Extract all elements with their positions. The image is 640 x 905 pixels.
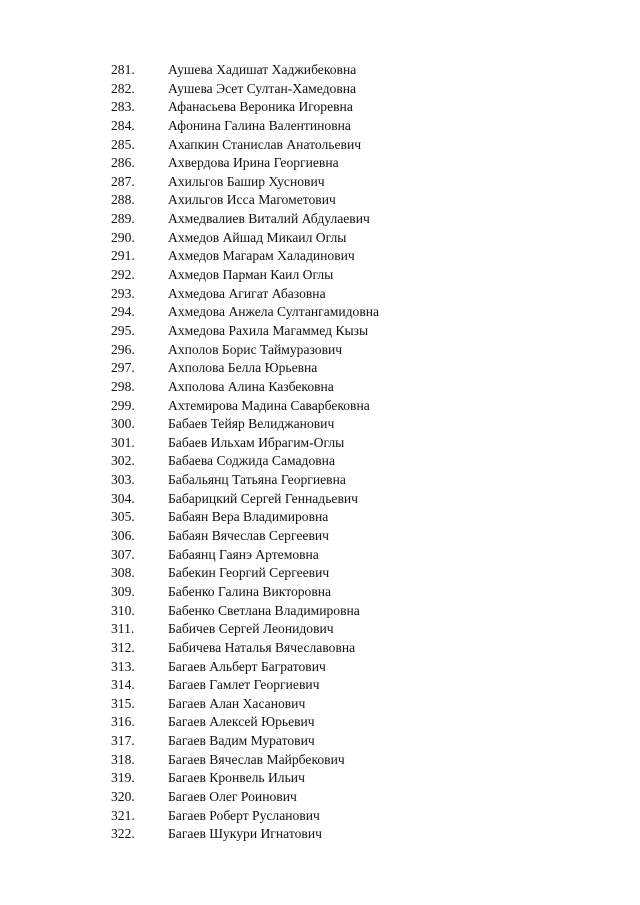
item-number: 300. (111, 416, 135, 432)
name-list (0, 61, 640, 844)
person-name: Багаев Вадим Муратович (168, 733, 315, 749)
item-number: 281. (111, 62, 135, 77)
item-number: 284. (111, 117, 135, 133)
person-name: Бабаев Тейяр Велиджанович (168, 416, 335, 432)
person-name: Бабекин Георгий Сергеевич (168, 565, 330, 581)
person-name: Аушева Хадишат Хаджибековна (168, 62, 357, 77)
list-item (0, 415, 640, 434)
person-name: Ахмедвалиев Виталий Абдулаевич (168, 211, 370, 227)
person-name: Бабаян Вячеслав Сергеевич (168, 528, 329, 544)
item-number: 308. (111, 565, 135, 581)
list-item (0, 452, 640, 471)
person-name: Ахмедов Магарам Халадинович (168, 248, 355, 264)
list-item (0, 117, 640, 136)
item-number: 317. (111, 733, 135, 749)
person-name: Ахмедова Анжела Султангамидовна (168, 304, 380, 320)
person-name: Багаев Кронвель Ильич (168, 770, 305, 786)
person-name: Ахмедова Рахила Магаммед Кызы (168, 322, 369, 338)
list-item (0, 807, 640, 826)
list-item (0, 173, 640, 192)
person-name: Багаев Олег Роинович (168, 788, 297, 804)
person-name: Багаев Альберт Багратович (168, 658, 326, 674)
item-number: 288. (111, 192, 135, 208)
list-item (0, 322, 640, 341)
person-name: Ахвердова Ирина Георгиевна (168, 155, 339, 171)
person-name: Афонина Галина Валентиновна (168, 117, 351, 133)
list-item (0, 713, 640, 732)
person-name: Ахильгов Башир Хуснович (168, 173, 325, 189)
list-item (0, 546, 640, 565)
person-name: Бабаян Вера Владимировна (168, 509, 329, 525)
person-name: Бабальянц Татьяна Георгиевна (168, 472, 346, 488)
list-item (0, 639, 640, 658)
item-number: 314. (111, 677, 135, 693)
item-number: 301. (111, 434, 135, 450)
list-item (0, 508, 640, 527)
item-number: 293. (111, 285, 135, 301)
item-number: 304. (111, 490, 135, 506)
item-number: 287. (111, 173, 135, 189)
list-item (0, 229, 640, 248)
item-number: 294. (111, 304, 135, 320)
list-item (0, 61, 640, 80)
person-name: Ахильгов Исса Магометович (168, 192, 336, 208)
item-number: 299. (111, 397, 135, 413)
list-item (0, 490, 640, 509)
list-item (0, 695, 640, 714)
item-number: 289. (111, 211, 135, 227)
list-item (0, 732, 640, 751)
list-item (0, 434, 640, 453)
item-number: 283. (111, 99, 135, 115)
item-number: 296. (111, 341, 135, 357)
item-number: 305. (111, 509, 135, 525)
item-number: 297. (111, 360, 135, 376)
list-item (0, 527, 640, 546)
person-name: Ахмедов Парман Каил Оглы (168, 267, 334, 283)
item-number: 322. (111, 826, 135, 842)
person-name: Ахполова Алина Казбековна (168, 378, 334, 394)
person-name: Ахполов Борис Таймуразович (168, 341, 343, 357)
person-name: Аушева Эсет Султан-Хамедовна (168, 80, 357, 96)
item-number: 307. (111, 546, 135, 562)
list-item (0, 210, 640, 229)
person-name: Ахапкин Станислав Анатольевич (168, 136, 362, 152)
list-item (0, 825, 640, 844)
list-item (0, 397, 640, 416)
person-name: Ахполова Белла Юрьевна (168, 360, 318, 376)
person-name: Бабенко Светлана Владимировна (168, 602, 360, 618)
person-name: Ахтемирова Мадина Саварбековна (168, 397, 370, 413)
person-name: Бабенко Галина Викторовна (168, 583, 332, 599)
item-number: 316. (111, 714, 135, 730)
list-item (0, 788, 640, 807)
person-name: Багаев Алексей Юрьевич (168, 714, 315, 730)
person-name: Бабаянц Гаянэ Артемовна (168, 546, 319, 562)
person-name: Ахмедов Айшад Микаил Оглы (168, 229, 347, 245)
person-name: Бабаев Ильхам Ибрагим-Оглы (168, 434, 345, 450)
item-number: 311. (111, 621, 135, 637)
item-number: 319. (111, 770, 135, 786)
list-item (0, 266, 640, 285)
item-number: 303. (111, 472, 135, 488)
person-name: Багаев Шукури Игнатович (168, 826, 322, 842)
item-number: 318. (111, 751, 135, 767)
item-number: 282. (111, 80, 135, 96)
person-name: Бабичева Наталья Вячеславовна (168, 639, 356, 655)
item-number: 310. (111, 602, 135, 618)
list-item (0, 751, 640, 770)
list-item (0, 154, 640, 173)
list-item (0, 471, 640, 490)
item-number: 309. (111, 583, 135, 599)
person-name: Бабарицкий Сергей Геннадьевич (168, 490, 358, 506)
list-item (0, 769, 640, 788)
list-item (0, 620, 640, 639)
item-number: 320. (111, 788, 135, 804)
item-number: 292. (111, 267, 135, 283)
list-item (0, 285, 640, 304)
list-item (0, 676, 640, 695)
item-number: 313. (111, 658, 135, 674)
person-name: Бабичев Сергей Леонидович (168, 621, 334, 637)
list-item (0, 378, 640, 397)
list-item (0, 136, 640, 155)
item-number: 291. (111, 248, 135, 264)
list-item (0, 80, 640, 99)
list-item (0, 191, 640, 210)
person-name: Багаев Гамлет Георгиевич (168, 677, 320, 693)
person-name: Багаев Роберт Русланович (168, 807, 320, 823)
item-number: 306. (111, 528, 135, 544)
item-number: 290. (111, 229, 135, 245)
list-item (0, 564, 640, 583)
item-number: 315. (111, 695, 135, 711)
person-name: Ахмедова Агигат Абазовна (168, 285, 326, 301)
list-item (0, 602, 640, 621)
list-item (0, 658, 640, 677)
person-name: Багаев Алан Хасанович (168, 695, 306, 711)
list-item (0, 583, 640, 602)
item-number: 286. (111, 155, 135, 171)
list-item (0, 359, 640, 378)
person-name: Афанасьева Вероника Игоревна (168, 99, 353, 115)
item-number: 285. (111, 136, 135, 152)
person-name: Бабаева Соджида Самадовна (168, 453, 335, 469)
item-number: 295. (111, 322, 135, 338)
item-number: 321. (111, 807, 135, 823)
list-item (0, 303, 640, 322)
list-item (0, 341, 640, 360)
list-item (0, 98, 640, 117)
list-item (0, 247, 640, 266)
item-number: 302. (111, 453, 135, 469)
item-number: 298. (111, 378, 135, 394)
person-name: Багаев Вячеслав Майрбекович (168, 751, 345, 767)
item-number: 312. (111, 639, 135, 655)
